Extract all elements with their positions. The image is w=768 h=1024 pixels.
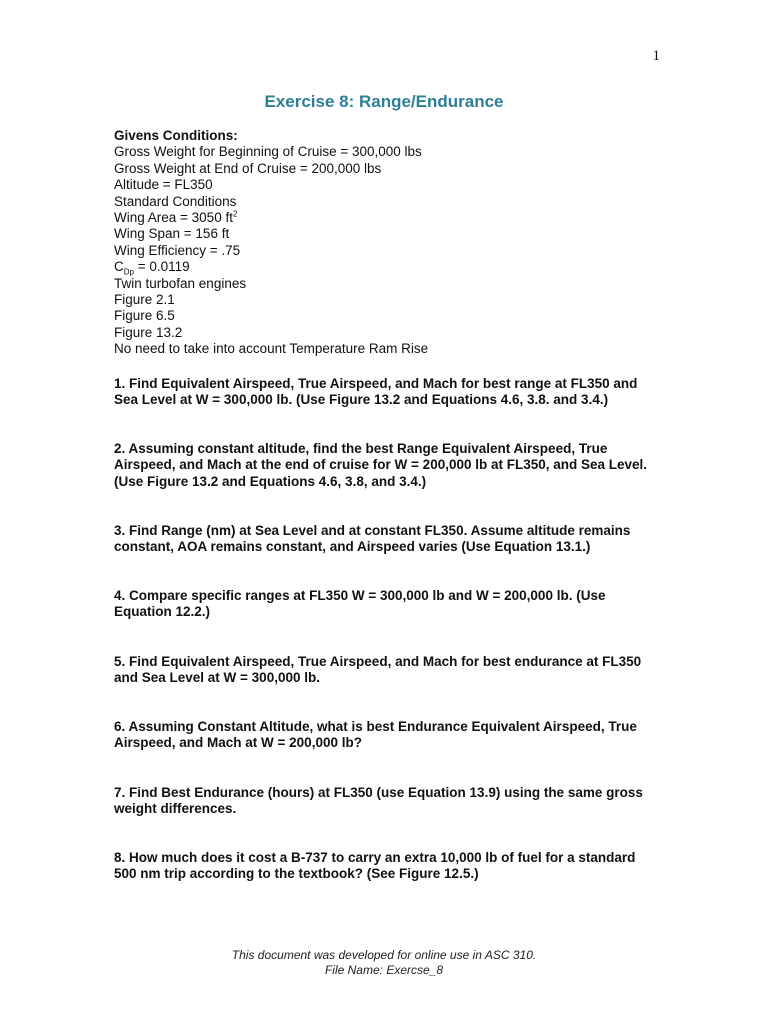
wing-area-exponent: 2 bbox=[232, 209, 238, 219]
page-title: Exercise 8: Range/Endurance bbox=[264, 92, 504, 111]
givens-section bbox=[114, 128, 674, 358]
cdp-subscript: Dp bbox=[123, 267, 134, 277]
footer-file-name: File Name: Exercse_8 bbox=[324, 963, 444, 977]
given-line: Twin turbofan engines bbox=[114, 275, 247, 291]
question-7: 7. Find Best Endurance (hours) at FL350 (use Equation 13.9) using the same gross weight differences. bbox=[114, 785, 643, 817]
given-line: Gross Weight for Beginning of Cruise = 300,000 lbs bbox=[114, 144, 422, 160]
given-line: No need to take into account Temperature Ram Rise bbox=[114, 341, 429, 357]
footer-line-1: This document was developed for online use in ASC 310. bbox=[231, 948, 537, 962]
given-line: Figure 13.2 bbox=[114, 324, 183, 340]
question-6: 6. Assuming Constant Altitude, what is best Endurance Equivalent Airspeed, True Airspeed, and Mach at W = 200,000 lb? bbox=[114, 719, 637, 751]
cdp-value: = 0.0119 bbox=[133, 259, 190, 275]
question-3: 3. Find Range (nm) at Sea Level and at constant FL350. Assume altitude remains constant, AOA remains constant, and Airspeed varies (Use Equation 13.1.) bbox=[114, 523, 631, 555]
given-line: Figure 2.1 bbox=[114, 292, 175, 308]
given-line: Standard Conditions bbox=[114, 193, 237, 209]
given-line-wing-area bbox=[114, 210, 674, 226]
wing-area-text: Wing Area = 3050 ft bbox=[114, 210, 233, 226]
page-number: 1 bbox=[652, 48, 660, 64]
given-line: Altitude = FL350 bbox=[114, 177, 213, 193]
question-1: 1. Find Equivalent Airspeed, True Airspeed, and Mach for best range at FL350 and Sea Level at W = 300,000 lb. (Use Figure 13.2 and Equations 4.6, 3.8. and 3.4.) bbox=[114, 376, 638, 408]
given-line: Figure 6.5 bbox=[114, 308, 175, 324]
question-4: 4. Compare specific ranges at FL350 W = 300,000 lb and W = 200,000 lb. (Use Equation 12.2.) bbox=[114, 588, 606, 620]
given-line: Wing Efficiency = .75 bbox=[114, 242, 241, 258]
question-5: 5. Find Equivalent Airspeed, True Airspeed, and Mach for best endurance at FL350 and Sea Level at W = 300,000 lb. bbox=[114, 654, 642, 686]
cdp-symbol: C bbox=[114, 259, 124, 275]
given-line: Wing Span = 156 ft bbox=[114, 226, 230, 242]
givens-heading: Givens Conditions: bbox=[114, 128, 238, 143]
page-footer bbox=[0, 948, 768, 978]
given-line: Gross Weight at End of Cruise = 200,000 lbs bbox=[114, 160, 382, 176]
given-line-cdp bbox=[114, 259, 674, 275]
question-2: 2. Assuming constant altitude, find the best Range Equivalent Airspeed, True Airspeed, and Mach at the end of cruise for W = 200,000 lb at FL350, and Sea Level. (Use Figure 13.2 and Equations 4.6, 3.8, and 3.4.) bbox=[114, 441, 648, 489]
question-8: 8. How much does it cost a B-737 to carry an extra 10,000 lb of fuel for a standard 500 nm trip according to the textbook? (See Figure 12.5.) bbox=[114, 850, 636, 882]
